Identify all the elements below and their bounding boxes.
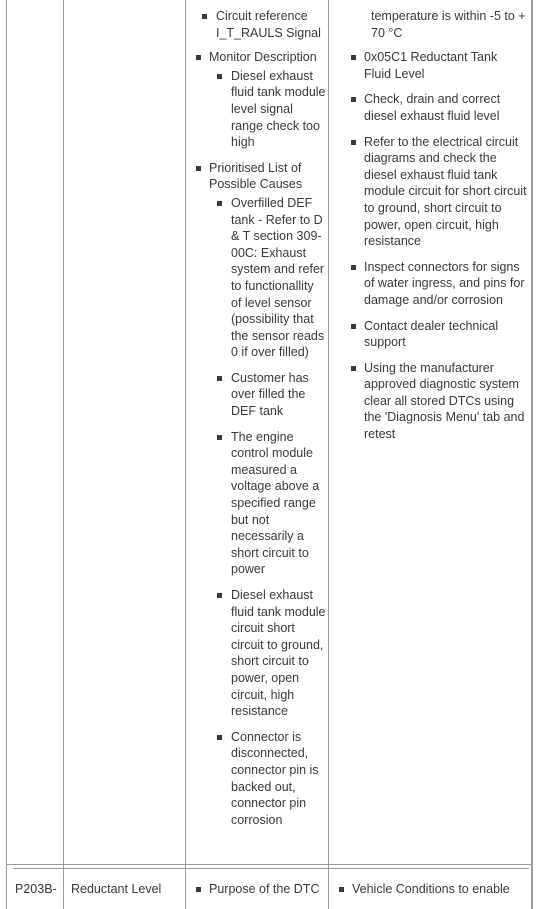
- monitor-description-item: [194, 49, 326, 151]
- cause-item: Diesel exhaust fluid tank module circuit short circuit to ground, short circuit to power, open circuit, high resistance: [209, 587, 326, 720]
- action-item: Using the manufacturer approved diagnostic system clear all stored DTCs using the 'Diagnosis Menu' tab and retest: [349, 360, 527, 443]
- possible-causes-label: Prioritised List of Possible Causes: [209, 160, 303, 192]
- purpose-item: Purpose of the DTC: [194, 881, 326, 898]
- monitor-description-label: Monitor Description: [209, 50, 317, 65]
- action-item: 0x05C1 Reductant Tank Fluid Level: [349, 49, 527, 82]
- cause-item: Overfilled DEF tank - Refer to D & T section 309-00C: Exhaust system and refer to functionallity of level sensor (possibility that the sensor reads 0 if over filled): [209, 195, 326, 361]
- action-item: Check, drain and correct diesel exhaust fluid level: [349, 91, 527, 124]
- cause-item: Customer has over filled the DEF tank: [209, 370, 326, 420]
- action-item: Inspect connectors for signs of water ingress, and pins for damage and/or corrosion: [349, 259, 527, 309]
- column-divider-3: [328, 0, 329, 909]
- monitor-description-subitem: Diesel exhaust fluid tank module level signal range check too high: [209, 68, 326, 151]
- dtc-table: [6, 0, 533, 909]
- cause-item: Connector is disconnected, connector pin is backed out, connector pin corrosion: [209, 729, 326, 829]
- row-separator: [7, 864, 532, 865]
- continuation-text: temperature is within -5 to + 70 °C: [371, 9, 526, 40]
- possible-causes-cell: [194, 8, 326, 828]
- action-item: Refer to the electrical circuit diagrams and check the diesel exhaust fluid tank module circuit for short circuit to ground, short circuit to power, open circuit, high resistance: [349, 134, 527, 250]
- dtc-code: P203B-: [15, 882, 57, 896]
- column-divider-1: [63, 0, 64, 909]
- dtc-description: Reductant Level: [71, 882, 162, 896]
- action-item: Contact dealer technical support: [349, 318, 527, 351]
- column-divider-4: [531, 0, 532, 909]
- actions-cell: [337, 8, 527, 443]
- circuit-reference-item: Circuit reference I_T_RAULS Signal: [194, 8, 326, 41]
- row-separator-inner: [13, 868, 529, 869]
- vehicle-conditions-item: Vehicle Conditions to enable: [337, 881, 527, 898]
- cause-item: The engine control module measured a voltage above a specified range but not necessarily a short circuit to power: [209, 429, 326, 578]
- column-divider-2: [185, 0, 186, 909]
- possible-causes-item: [194, 160, 326, 829]
